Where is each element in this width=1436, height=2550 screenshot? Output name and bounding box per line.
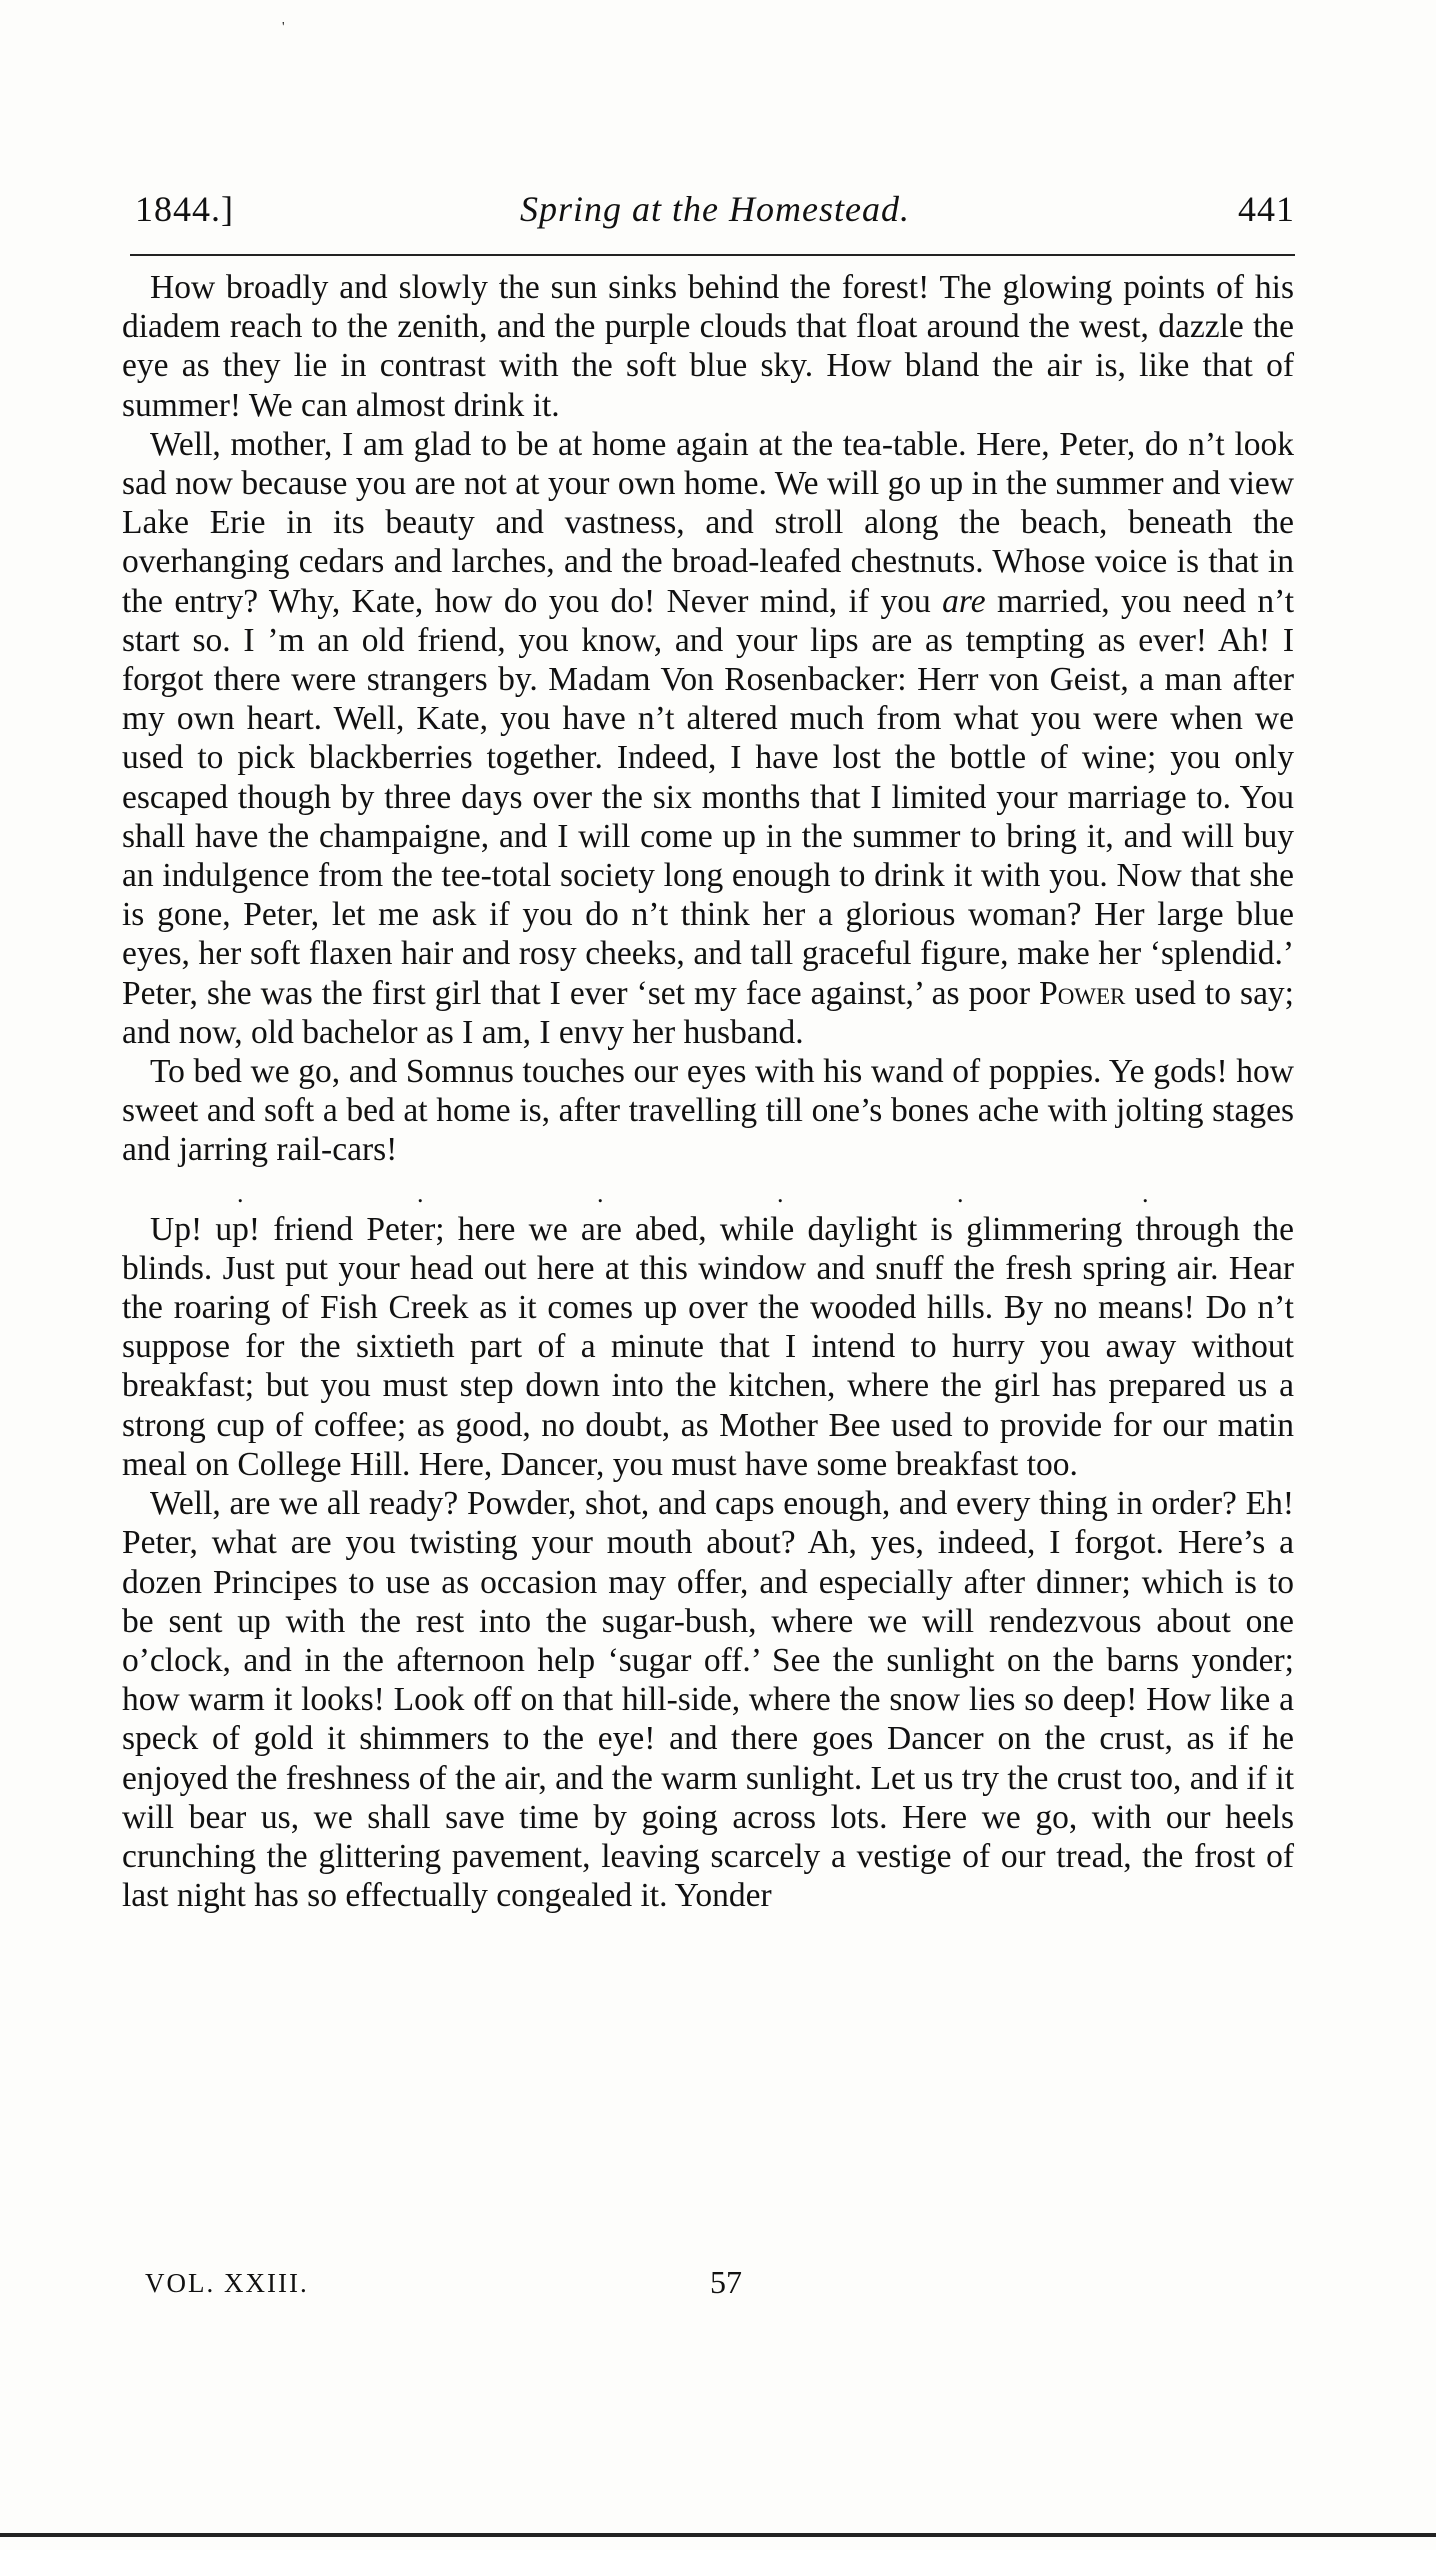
dot: . [597, 1178, 604, 1208]
body-text [122, 268, 1294, 1915]
section-break-dots [122, 1170, 1294, 1210]
header-rule [130, 254, 1295, 256]
paragraph-5: Well, are we all ready? Powder, shot, and caps enough, and every thing in order? Eh! Peter, what are you twisting your mouth about? Ah, yes, indeed, I forgot. Here’s a dozen Principes to use as occasion may offer, and especially after dinner; which is to be sent up with the rest into the sugar-bush, where we will rendezvous about one o’clock, and in the afternoon help ‘sugar off.’ See the sunlight on the barns yonder; how warm it looks! Look off on that hill-side, where the snow lies so deep! How like a speck of gold it shimmers to the eye! and there goes Dancer on the crust, as if he enjoyed the freshness of the air, and the warm sunlight. Let us try the crust too, and if it will bear us, we shall save time by going across lots. Here we go, with our heels crunching the glittering pavement, leaving scarcely a vestige of our tread, the frost of last night has so effectually congealed it. Yonder [122, 1485, 1294, 1915]
volume-label: VOL. XXIII. [145, 2268, 309, 2298]
signature-mark: 57 [710, 2264, 742, 2300]
dot: . [777, 1178, 784, 1208]
paragraph-2-name: Power [1039, 974, 1126, 1012]
bottom-edge-rule [0, 2533, 1436, 2537]
dot: . [417, 1178, 424, 1208]
paragraph-1: How broadly and slowly the sun sinks behind the forest! The glowing points of his diadem reach to the zenith, and the purple clouds that float around the west, dazzle the eye as they lie in contrast with the soft blue sky. How bland the air is, like that of summer! We can almost drink it. [122, 269, 1294, 424]
paragraph-2 [122, 425, 1294, 1052]
running-head [135, 180, 1295, 240]
dot: . [1142, 1178, 1149, 1208]
paragraph-3: To bed we go, and Somnus touches our eyes with his wand of poppies. Ye gods! how sweet and soft a bed at home is, after travelling till one’s bones ache with jolting stages and jarring rail-cars! [122, 1053, 1294, 1169]
paragraph-2-part-a: Well, mother, I am glad to be at home again at the tea-table. Here, Peter, do n’t look sad now because you are not at your own home. We will go up in the summer and view Lake Erie in its beauty and vastness, and stroll along the beach, beneath the overhanging cedars and larches, and the broad-leafed chestnuts. Whose voice is that in the entry? Why, Kate, how do you do! Never mind, if you [122, 425, 1294, 620]
paragraph-2-part-b: married, you need n’t start so. I ’m an old friend, you know, and your lips are as tempting as ever! Ah! I forgot there were strangers by. Madam Von Rosenbacker: Herr von Geist, a man after my own heart. Well, Kate, you have n’t altered much from what you were when we used to pick blackberries together. Indeed, I have lost the bottle of wine; you only escaped though by three days over the six months that I limited your marriage to. You shall have the champaigne, and I will come up in the summer to bring it, and will buy an indulgence from the tee-total society long enough to drink it with you. Now that she is gone, Peter, let me ask if you do n’t think her a glorious woman? Her large blue eyes, her soft flaxen hair and rosy cheeks, and tall graceful figure, make her ‘splendid.’ Peter, she was the first girl that I ever ‘set my face against,’ as poor [122, 582, 1295, 1012]
stray-mark: ' [282, 20, 285, 35]
page-footer [145, 2264, 845, 2308]
paragraph-4: Up! up! friend Peter; here we are abed, while daylight is glimmering through the blinds. Just put your head out here at this window and snuff the fresh spring air. Hear the roaring of Fish Creek as it comes up over the wooded hills. By no means! Do n’t suppose for the sixtieth part of a minute that I intend to hurry you away without breakfast; but you must step down into the kitchen, where the girl has prepared us a strong cup of coffee; as good, no doubt, as Mother Bee used to provide for our matin meal on College Hill. Here, Dancer, you must have some breakfast too. [122, 1210, 1294, 1483]
header-year: 1844.] [135, 189, 234, 229]
dot: . [957, 1178, 964, 1208]
paragraph-2-emphasis: are [942, 582, 986, 620]
header-title: Spring at the Homestead. [520, 189, 910, 229]
page-number: 441 [1238, 189, 1295, 229]
dot: . [237, 1178, 244, 1208]
paragraph-2-part-c: used to say; and now, old bachelor as I am, I envy her husband. [122, 974, 1294, 1051]
